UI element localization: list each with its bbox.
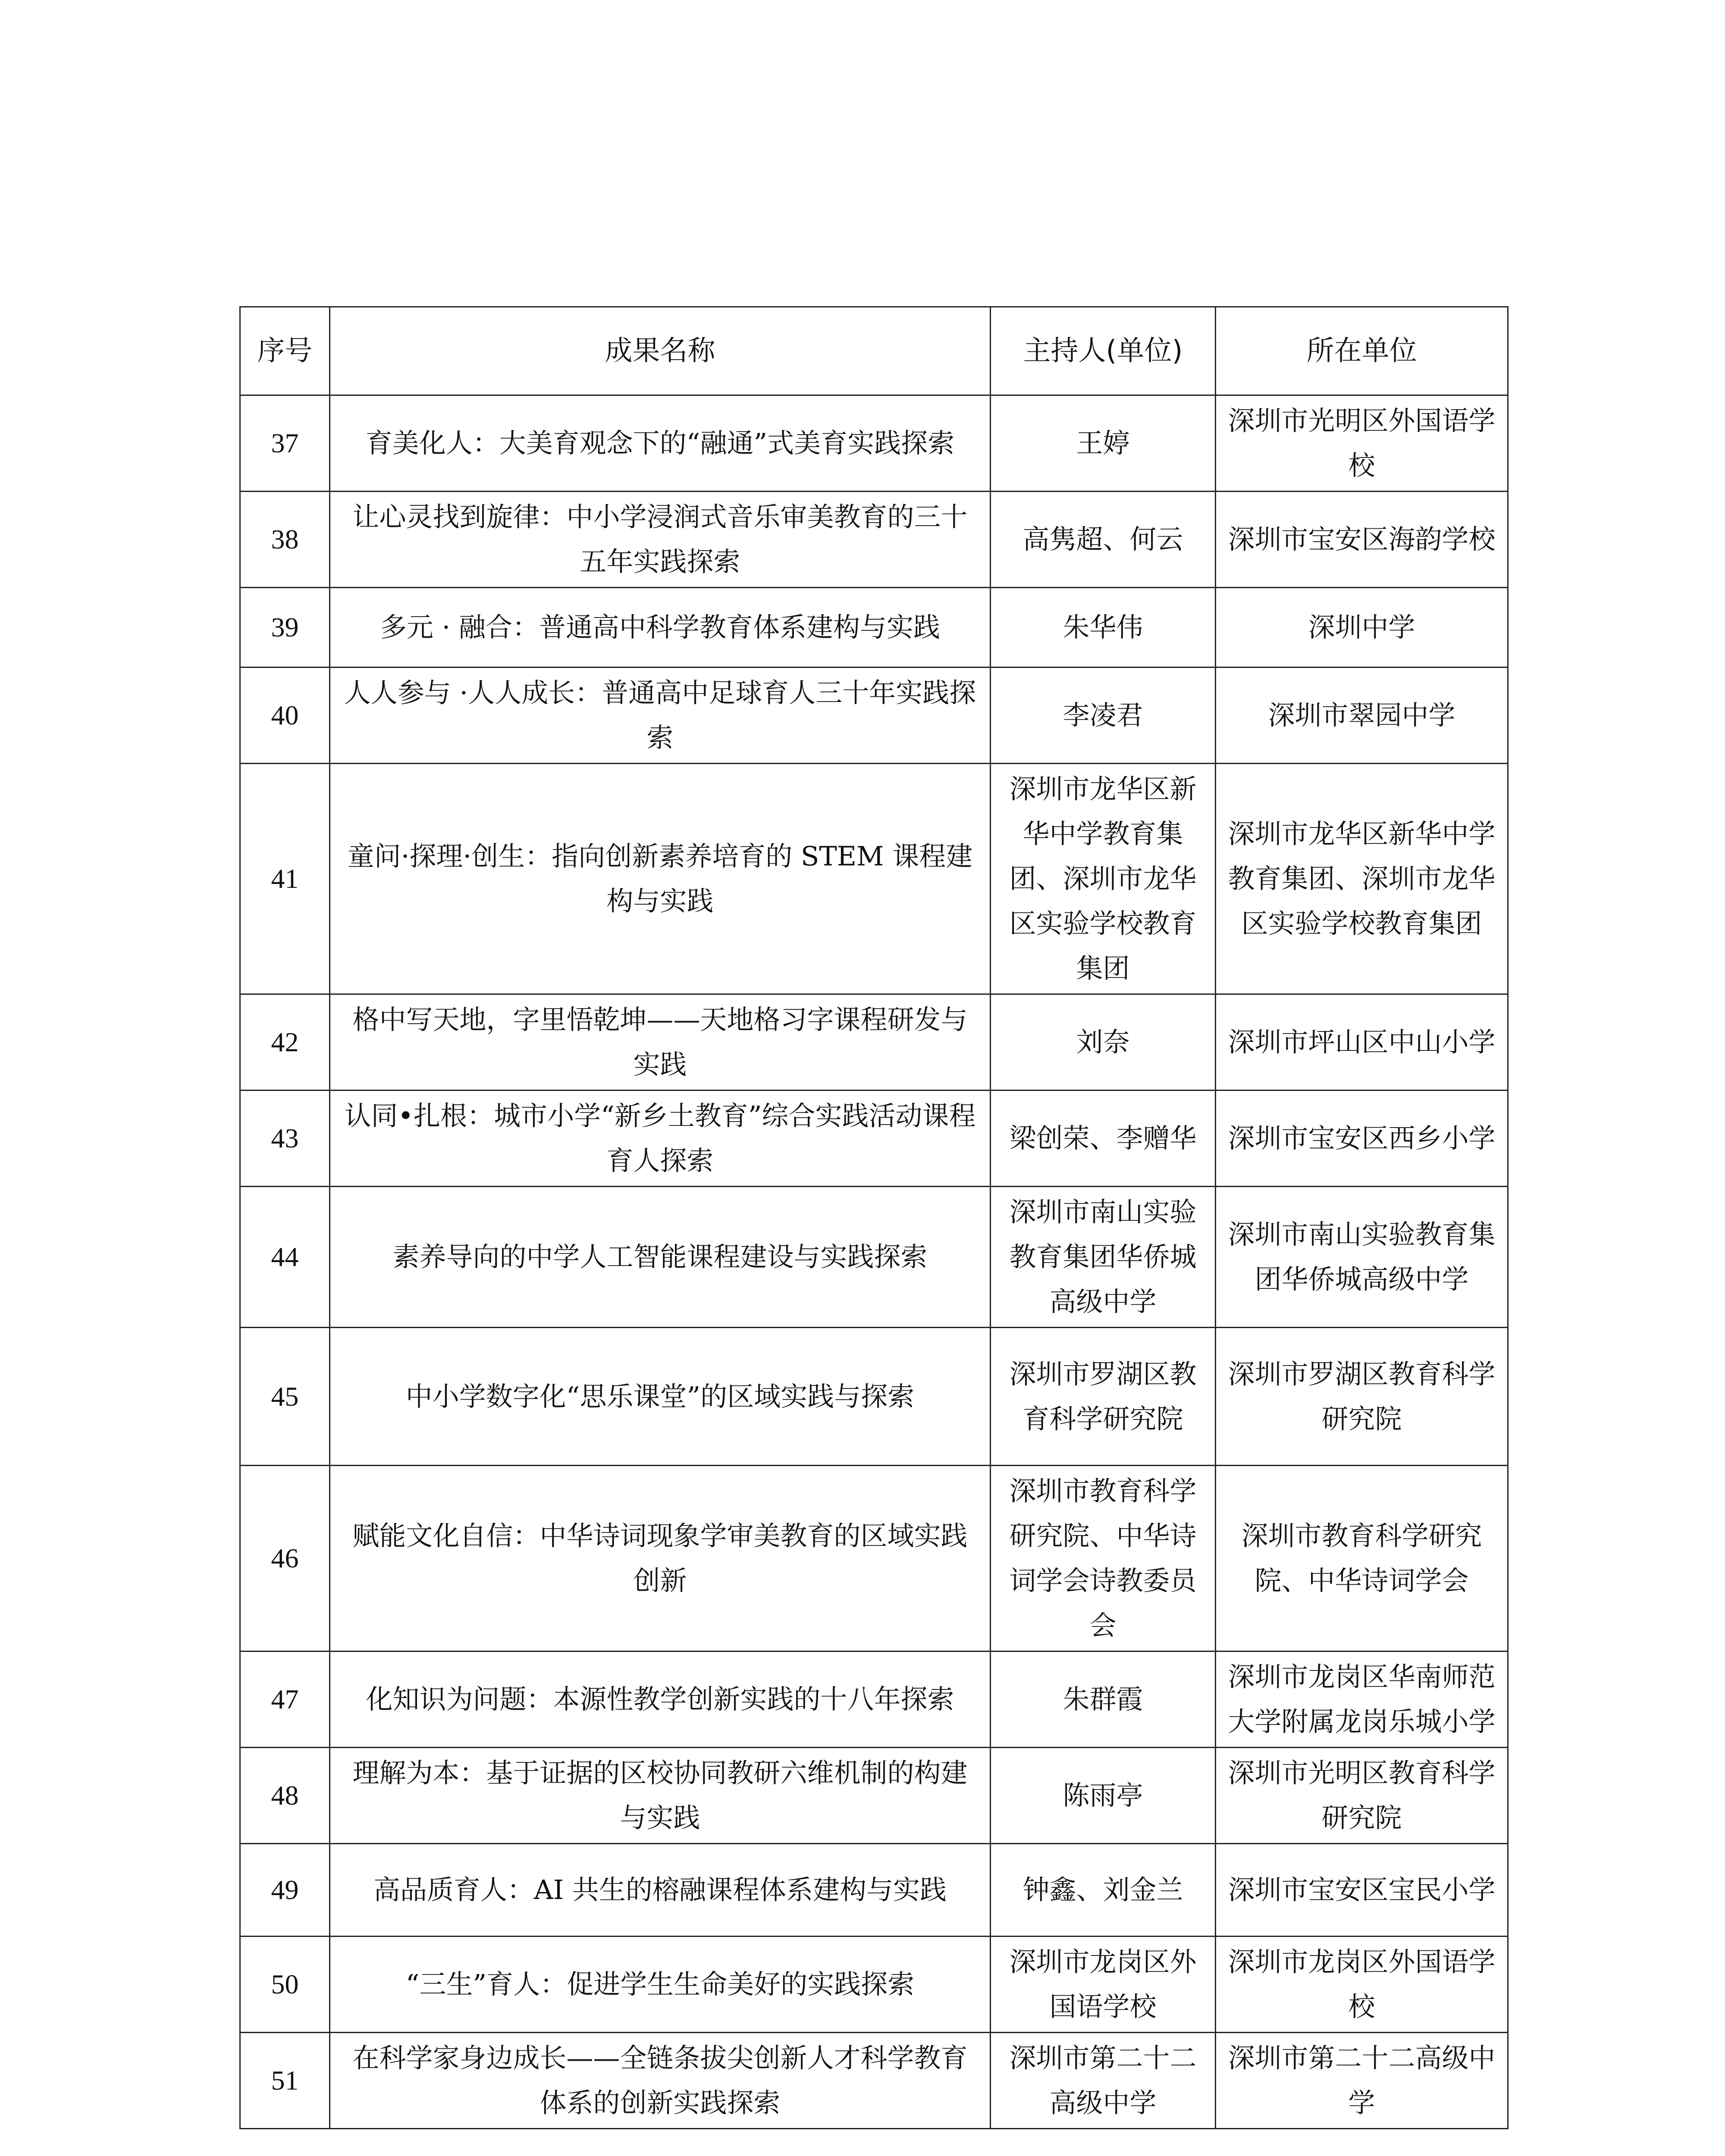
cell-unit: 深圳市龙岗区外国语学校 (1216, 1937, 1508, 2033)
cell-host: 刘奈 (991, 994, 1216, 1091)
cell-title: 高品质育人：AI 共生的榕融课程体系建构与实践 (330, 1844, 991, 1937)
cell-title: 育美化人：大美育观念下的“融通”式美育实践探索 (330, 395, 991, 492)
cell-title: 认同•扎根：城市小学“新乡土教育”综合实践活动课程育人探索 (330, 1091, 991, 1187)
cell-unit: 深圳市南山实验教育集团华侨城高级中学 (1216, 1187, 1508, 1328)
cell-title: 化知识为问题：本源性教学创新实践的十八年探索 (330, 1651, 991, 1748)
table-row (240, 492, 1508, 588)
cell-unit: 深圳市龙华区新华中学教育集团、深圳市龙华区实验学校教育集团 (1216, 764, 1508, 994)
cell-seq: 42 (240, 994, 330, 1091)
cell-host: 王婷 (991, 395, 1216, 492)
cell-host: 钟鑫、刘金兰 (991, 1844, 1216, 1937)
cell-unit: 深圳市罗湖区教育科学研究院 (1216, 1328, 1508, 1466)
table-row (240, 1651, 1508, 1748)
cell-host: 陈雨亭 (991, 1748, 1216, 1844)
cell-unit: 深圳市翠园中学 (1216, 667, 1508, 764)
table-row (240, 994, 1508, 1091)
cell-host: 深圳市教育科学研究院、中华诗词学会诗教委员会 (991, 1466, 1216, 1651)
cell-title: 童问·探理·创生：指向创新素养培育的 STEM 课程建构与实践 (330, 764, 991, 994)
table-row (240, 1748, 1508, 1844)
table-row (240, 588, 1508, 667)
cell-seq: 47 (240, 1651, 330, 1748)
cell-title: 素养导向的中学人工智能课程建设与实践探索 (330, 1187, 991, 1328)
cell-unit: 深圳中学 (1216, 588, 1508, 667)
cell-seq: 46 (240, 1466, 330, 1651)
cell-unit: 深圳市宝安区西乡小学 (1216, 1091, 1508, 1187)
cell-title: 多元 · 融合：普通高中科学教育体系建构与实践 (330, 588, 991, 667)
cell-seq: 49 (240, 1844, 330, 1937)
header-unit: 所在单位 (1216, 307, 1508, 395)
table-row (240, 1328, 1508, 1466)
cell-seq: 43 (240, 1091, 330, 1187)
cell-host: 高隽超、何云 (991, 492, 1216, 588)
table-row (240, 764, 1508, 994)
cell-host: 深圳市龙华区新华中学教育集团、深圳市龙华区实验学校教育集团 (991, 764, 1216, 994)
cell-host: 深圳市第二十二高级中学 (991, 2033, 1216, 2129)
cell-seq: 48 (240, 1748, 330, 1844)
table-row (240, 1466, 1508, 1651)
cell-unit: 深圳市光明区外国语学校 (1216, 395, 1508, 492)
cell-title: “三生”育人：促进学生生命美好的实践探索 (330, 1937, 991, 2033)
cell-unit: 深圳市第二十二高级中学 (1216, 2033, 1508, 2129)
cell-unit: 深圳市宝安区宝民小学 (1216, 1844, 1508, 1937)
cell-seq: 44 (240, 1187, 330, 1328)
cell-host: 深圳市南山实验教育集团华侨城高级中学 (991, 1187, 1216, 1328)
cell-unit: 深圳市宝安区海韵学校 (1216, 492, 1508, 588)
cell-host: 梁创荣、李赠华 (991, 1091, 1216, 1187)
cell-title: 在科学家身边成长——全链条拔尖创新人才科学教育体系的创新实践探索 (330, 2033, 991, 2129)
table-row (240, 1844, 1508, 1937)
cell-seq: 41 (240, 764, 330, 994)
cell-unit: 深圳市坪山区中山小学 (1216, 994, 1508, 1091)
cell-host: 朱华伟 (991, 588, 1216, 667)
header-title: 成果名称 (330, 307, 991, 395)
table-row (240, 2033, 1508, 2129)
table-row (240, 667, 1508, 764)
achievements-table (239, 306, 1509, 2129)
table-row (240, 1187, 1508, 1328)
cell-title: 理解为本：基于证据的区校协同教研六维机制的构建与实践 (330, 1748, 991, 1844)
cell-title: 格中写天地，字里悟乾坤——天地格习字课程研发与实践 (330, 994, 991, 1091)
table-row (240, 1091, 1508, 1187)
cell-seq: 50 (240, 1937, 330, 2033)
cell-title: 中小学数字化“思乐课堂”的区域实践与探索 (330, 1328, 991, 1466)
cell-unit: 深圳市教育科学研究院、中华诗词学会 (1216, 1466, 1508, 1651)
cell-host: 深圳市龙岗区外国语学校 (991, 1937, 1216, 2033)
table-header-row (240, 307, 1508, 395)
header-seq: 序号 (240, 307, 330, 395)
cell-seq: 38 (240, 492, 330, 588)
cell-seq: 45 (240, 1328, 330, 1466)
cell-title: 赋能文化自信：中华诗词现象学审美教育的区域实践创新 (330, 1466, 991, 1651)
cell-unit: 深圳市龙岗区华南师范大学附属龙岗乐城小学 (1216, 1651, 1508, 1748)
cell-title: 人人参与 ·人人成长：普通高中足球育人三十年实践探索 (330, 667, 991, 764)
cell-seq: 37 (240, 395, 330, 492)
cell-unit: 深圳市光明区教育科学研究院 (1216, 1748, 1508, 1844)
table-row (240, 395, 1508, 492)
cell-seq: 40 (240, 667, 330, 764)
header-host: 主持人(单位) (991, 307, 1216, 395)
table-row (240, 1937, 1508, 2033)
cell-host: 深圳市罗湖区教育科学研究院 (991, 1328, 1216, 1466)
cell-host: 李凌君 (991, 667, 1216, 764)
cell-title: 让心灵找到旋律：中小学浸润式音乐审美教育的三十五年实践探索 (330, 492, 991, 588)
cell-seq: 51 (240, 2033, 330, 2129)
cell-seq: 39 (240, 588, 330, 667)
cell-host: 朱群霞 (991, 1651, 1216, 1748)
